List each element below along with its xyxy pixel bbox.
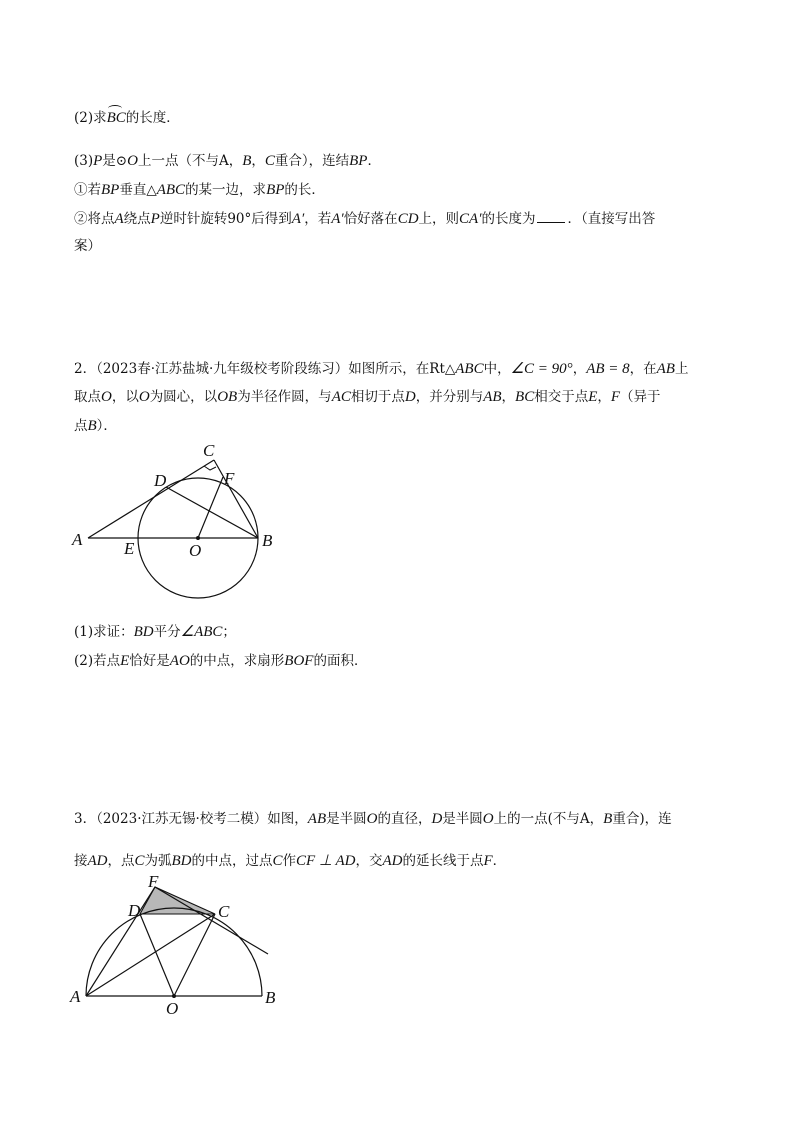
label-f: F xyxy=(148,872,159,891)
arc-bc: BC xyxy=(106,110,126,126)
q1-sub1: ①若BP垂直△ABC的某一边，求BP的长． xyxy=(74,182,325,198)
label-d: D xyxy=(154,471,167,490)
label-a: A xyxy=(70,987,81,1006)
tangent-fc xyxy=(155,887,268,954)
figure-q2 xyxy=(60,440,300,610)
segment-do xyxy=(140,914,174,996)
q2-part2: (2)若点E恰好是AO的中点，求扇形BOF的面积． xyxy=(74,653,368,669)
q1-sub2: ②将点A绕点P逆时针旋转90°后得到A′，若A′恰好落在CD上，则CA′的长度为 ．（直接写出答 xyxy=(74,211,656,227)
label-o: O xyxy=(166,999,179,1018)
q1-part2: (2)求BC的长度． xyxy=(74,110,180,126)
segment-af xyxy=(86,887,155,996)
figure-q3 xyxy=(60,872,300,1022)
center-point xyxy=(172,994,176,998)
segment-oc xyxy=(174,914,215,996)
q2-part1: (1)求证：BD平分∠ABC； xyxy=(74,624,236,640)
label-b: B xyxy=(265,988,276,1007)
label-e: E xyxy=(124,539,135,558)
q1-part3: (3)P是⊙O上一点（不与A，B，C重合），连结BP． xyxy=(74,153,381,169)
label-a: A xyxy=(72,530,83,549)
label-f: F xyxy=(224,469,235,488)
right-angle-mark xyxy=(204,466,216,470)
label-c: C xyxy=(218,902,230,921)
q2-stem-line2: 取点O，以O为圆心，以OB为半径作圆，与AC相切于点D，并分别与AB，BC相交于点E，F（异于 xyxy=(74,389,661,405)
q2-stem-line1: 2．（2023春·江苏盐城·九年级校考阶段练习）如图所示，在Rt△ABC中，∠C = 90°，AB = 8，在AB上 xyxy=(74,361,689,377)
label-c: C xyxy=(203,441,215,460)
q3-stem-line1: 3．（2023·江苏无锡·校考二模）如图，AB是半圆O的直径，D是半圆O上的一点(不与A，B重合)，连 xyxy=(74,811,672,827)
label-d: D xyxy=(128,901,141,920)
q3-stem-line2: 接AD，点C为弧BD的中点，过点C作CF ⊥ AD，交AD的延长线于点F． xyxy=(74,853,507,869)
q1-sub2-cont: 案） xyxy=(74,238,101,254)
center-point xyxy=(196,536,200,540)
segment-ac xyxy=(86,914,215,996)
segment-ac xyxy=(88,460,214,538)
answer-blank xyxy=(537,222,565,223)
label-o: O xyxy=(189,541,202,560)
label-b: B xyxy=(262,531,273,550)
q2-stem-line3: 点B）． xyxy=(74,418,117,434)
semicircle xyxy=(86,908,262,996)
